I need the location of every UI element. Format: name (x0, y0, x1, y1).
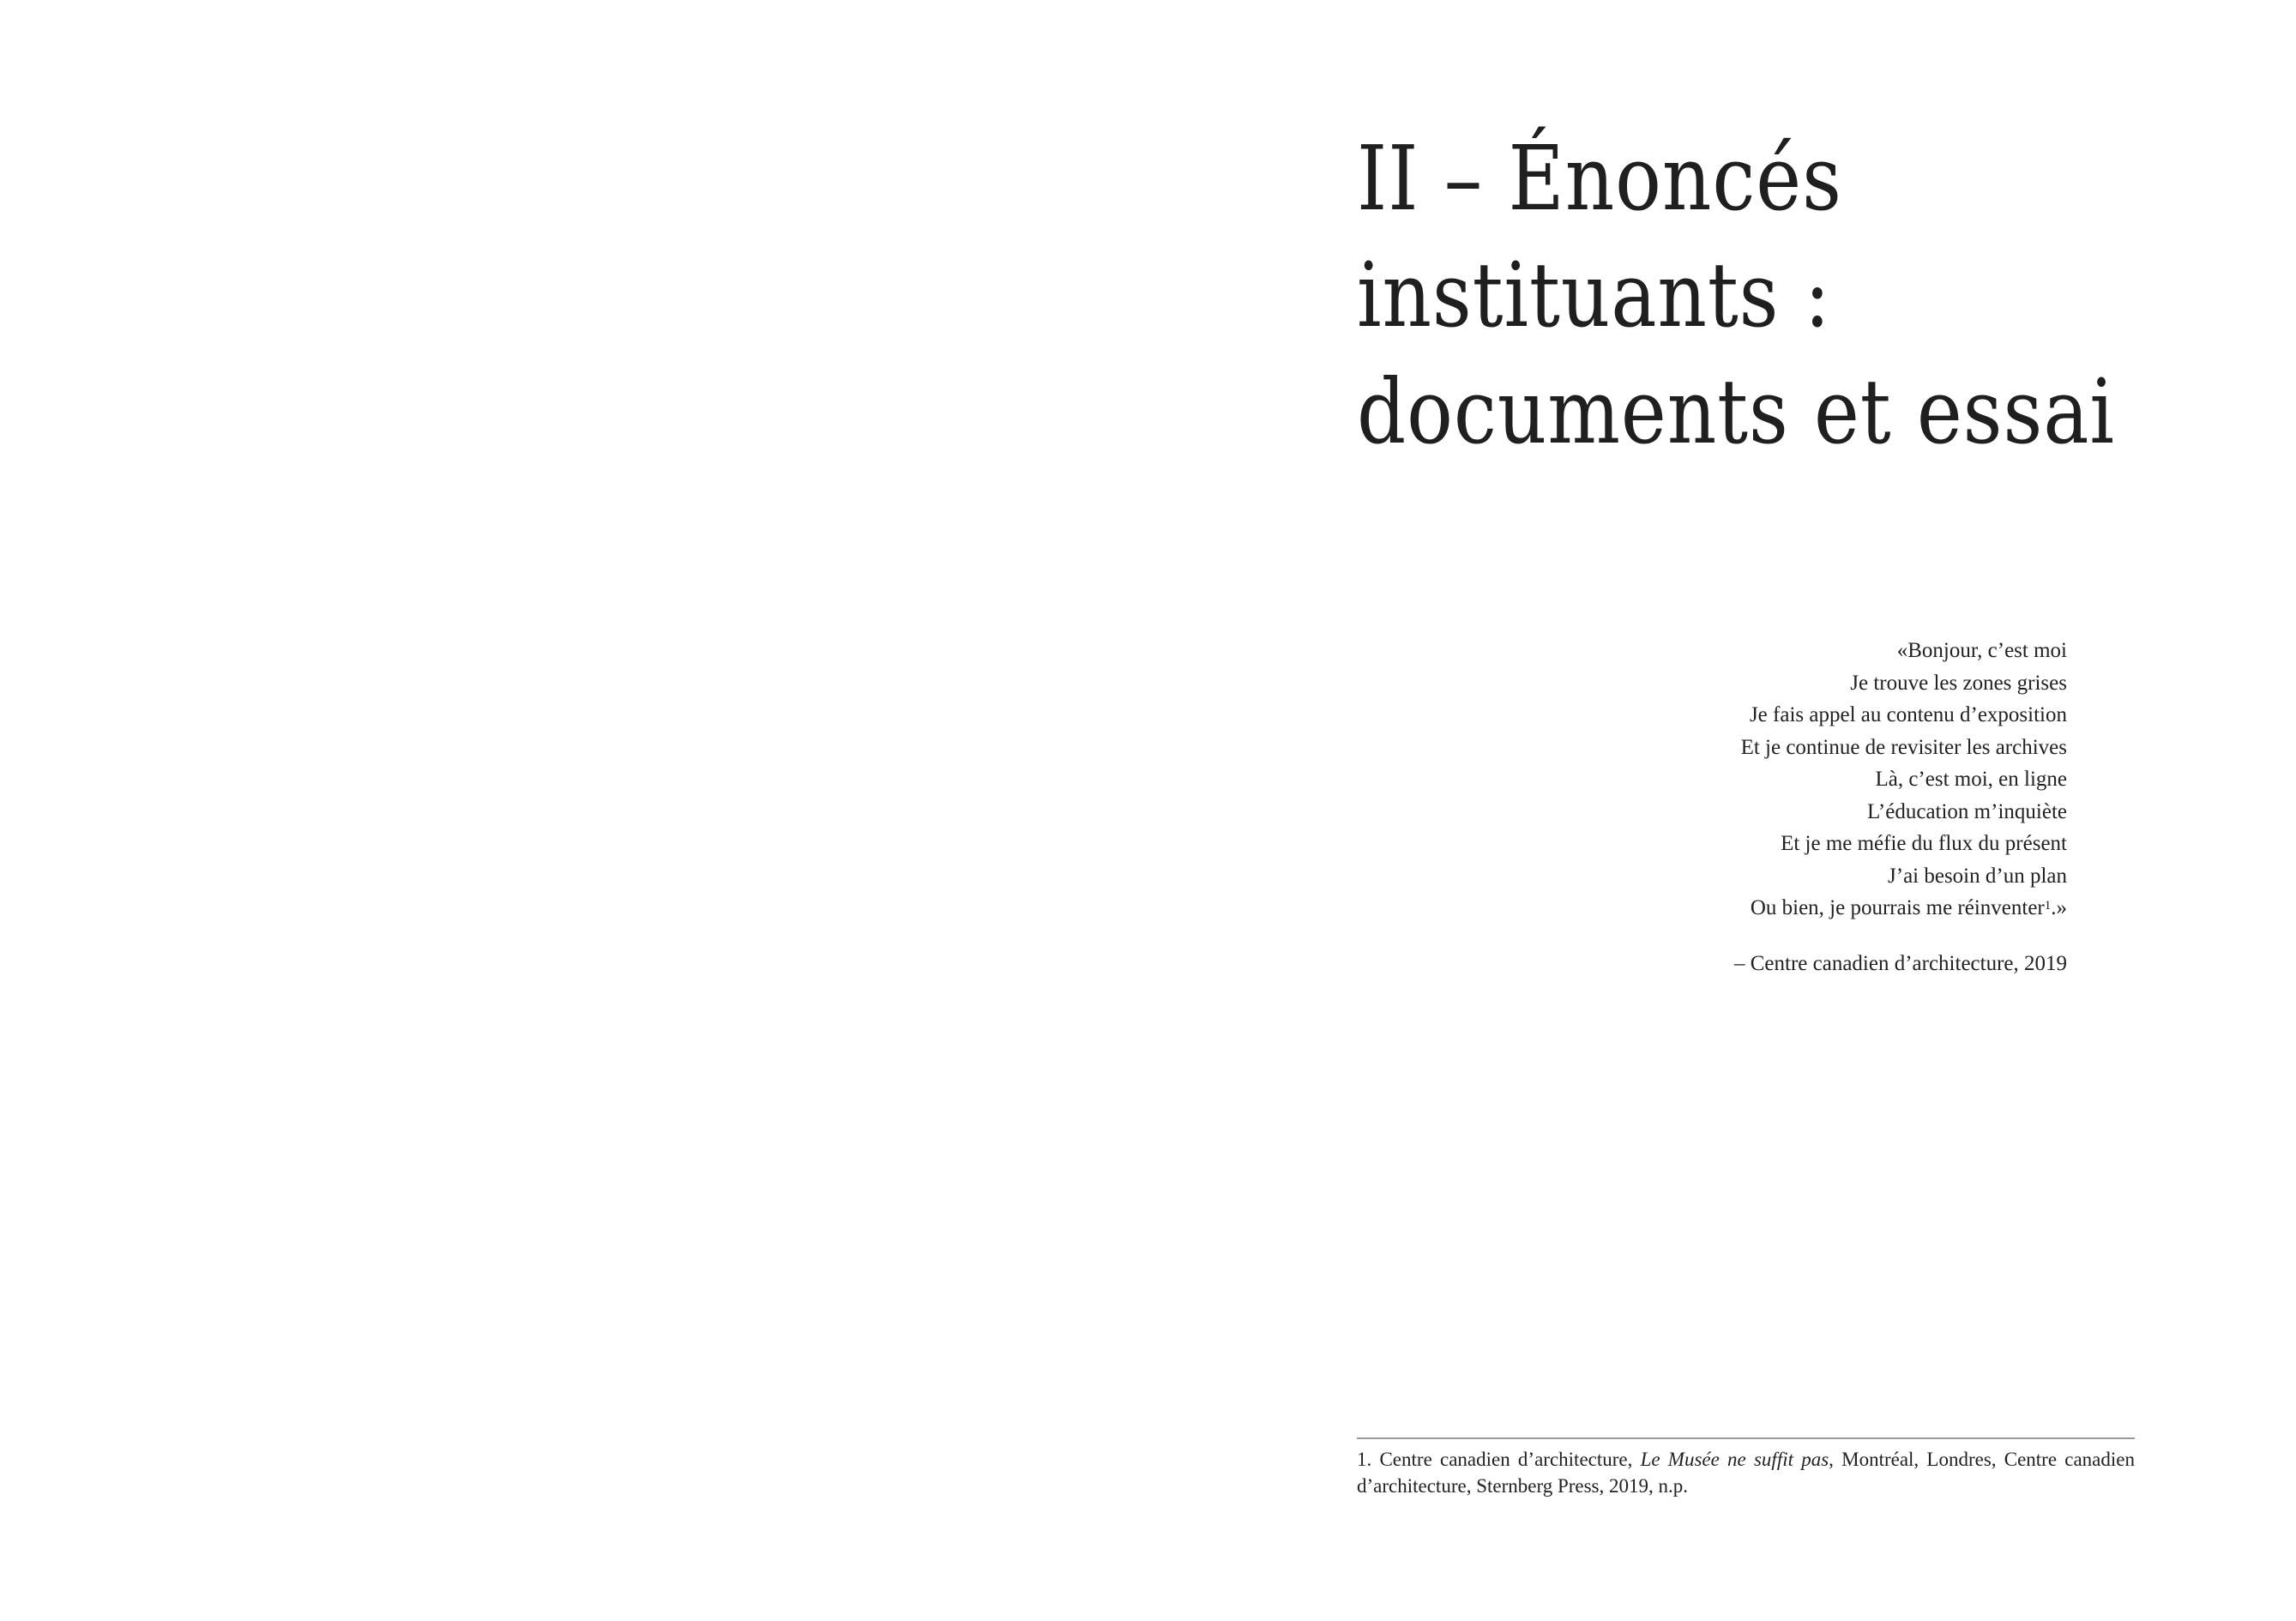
epigraph-line: L’éducation m’inquiète (1866, 799, 2067, 823)
footnote-divider (1357, 1437, 2135, 1439)
chapter-title (1357, 120, 2115, 470)
footnote-title: Le Musée ne suffit pas (1640, 1449, 1829, 1470)
epigraph (1467, 635, 2067, 979)
epigraph-last-line (1467, 892, 2067, 925)
epigraph-line: Je fais appel au contenu d’exposition (1749, 703, 2067, 726)
chapter-title-line-1: II – Énoncés (1357, 126, 1842, 231)
epigraph-line: J’ai besoin d’un plan (1888, 864, 2067, 888)
footnote-number: 1. (1357, 1449, 1372, 1470)
footnote-reference: 1 (2044, 899, 2052, 913)
epigraph-last-line-text: Ou bien, je pourrais me réinventer (1750, 896, 2045, 919)
epigraph-line: Et je me méfie du flux du présent (1781, 832, 2067, 855)
footnote-author: Centre canadien d’architecture, (1379, 1449, 1633, 1470)
footnote-details: , Montréal, Londres, Centre canadien d’architecture, Sternberg Press, 2019, n.p. (1357, 1449, 2135, 1497)
epigraph-line: Et je continue de revisiter les archives (1740, 735, 2067, 759)
chapter-title-line-2: instituants : (1357, 243, 1831, 347)
chapter-title-line-3: documents et essai (1357, 359, 2115, 464)
epigraph-line: «Bonjour, c’est moi (1896, 639, 2067, 662)
footnote (1357, 1446, 2135, 1499)
epigraph-line: Là, c’est moi, en ligne (1875, 768, 2067, 791)
epigraph-attribution: – Centre canadien d’architecture, 2019 (1733, 951, 2067, 975)
epigraph-closing-quote: .» (2051, 896, 2067, 919)
epigraph-line: Je trouve les zones grises (1850, 671, 2067, 695)
